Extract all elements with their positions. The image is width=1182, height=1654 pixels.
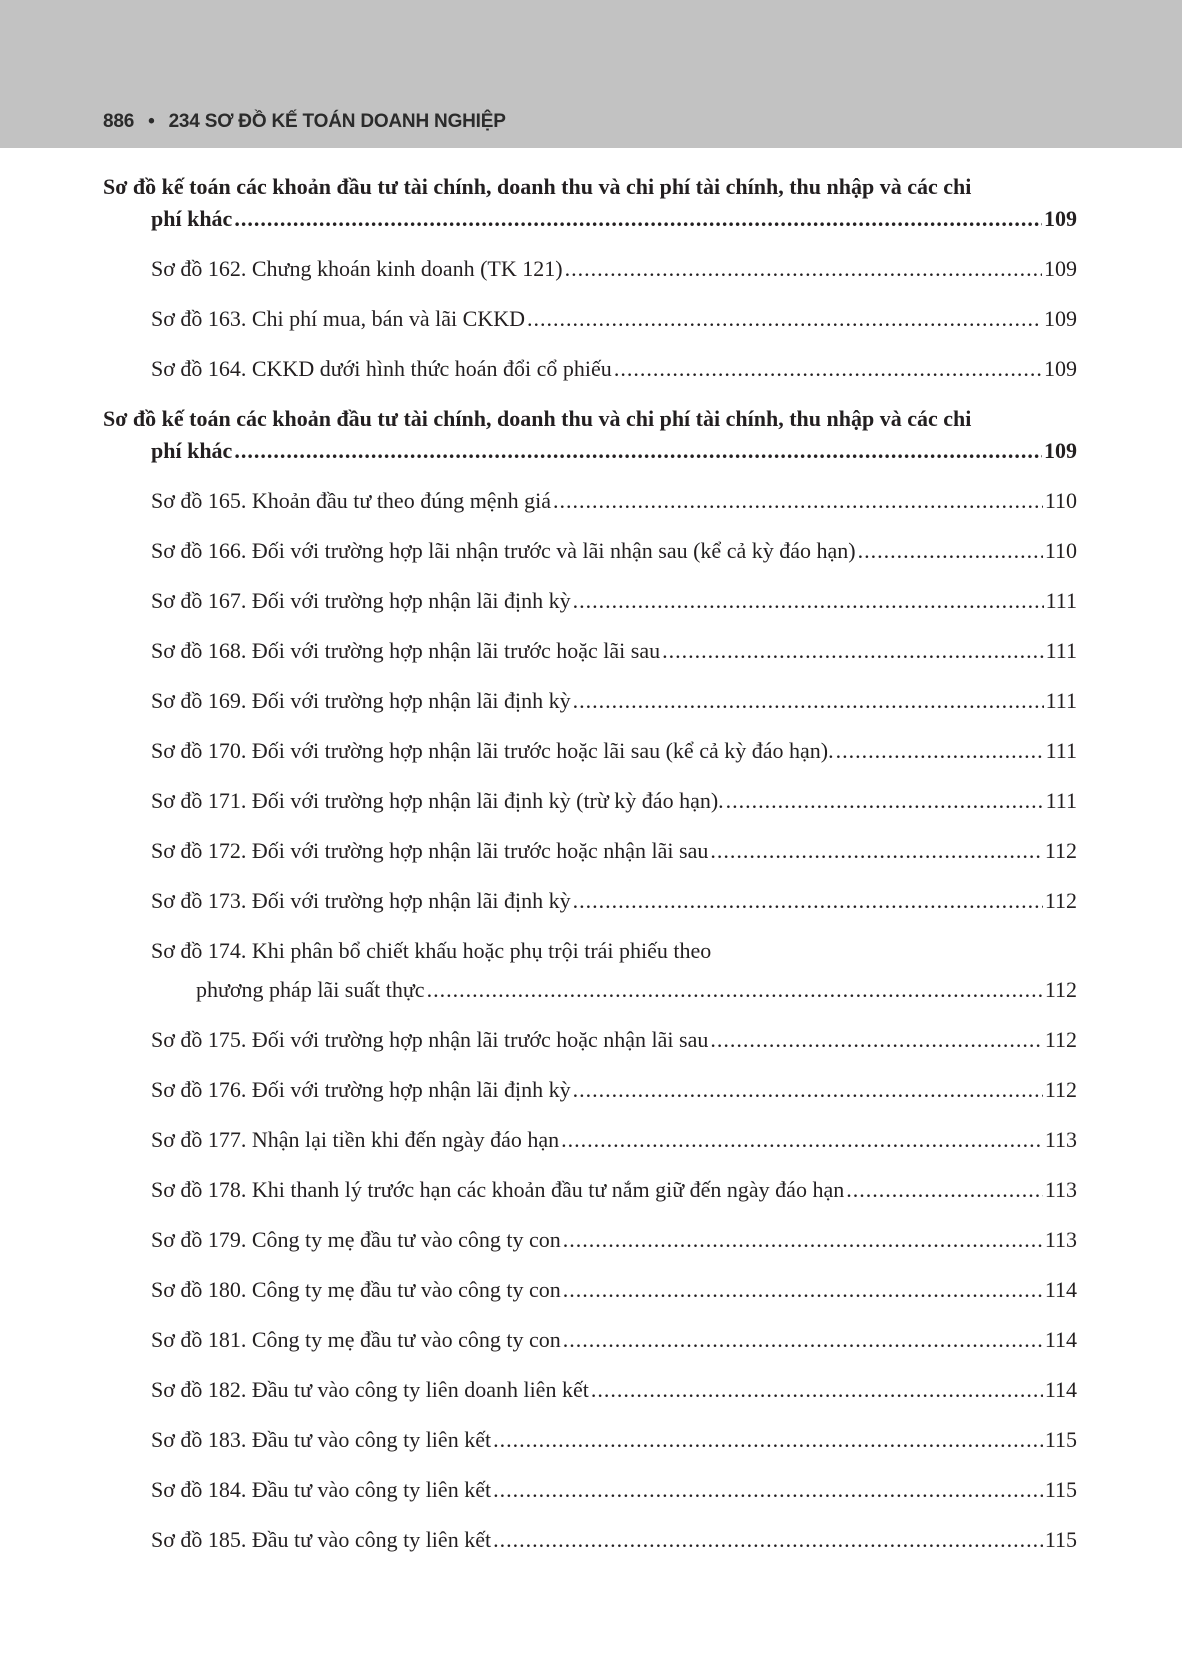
toc-row[interactable] (151, 303, 1077, 335)
toc-item[interactable] (103, 353, 1077, 385)
toc-row[interactable] (151, 635, 1077, 667)
toc-entry-title: Sơ đồ 176. Đối với trường hợp nhận lãi định kỳ (151, 1077, 571, 1102)
toc-section-heading[interactable] (103, 403, 1077, 467)
toc-item[interactable] (103, 1124, 1077, 1156)
dot-leader (493, 1424, 1043, 1456)
dot-leader (710, 1024, 1042, 1056)
toc-page-number: 113 (1044, 1227, 1077, 1252)
dot-leader (234, 203, 1042, 235)
dot-leader (573, 685, 1044, 717)
dot-leader (846, 1174, 1043, 1206)
toc-item[interactable] (103, 685, 1077, 717)
toc-entry-title: Sơ đồ 166. Đối với trường hợp lãi nhận trước và lãi nhận sau (kể cả kỳ đáo hạn) (151, 538, 856, 563)
toc-page-number: 113 (1044, 1177, 1077, 1202)
toc-entry-title: Sơ đồ 182. Đầu tư vào công ty liên doanh liên kết (151, 1377, 589, 1402)
toc-item[interactable] (103, 535, 1077, 567)
toc-page-number: 110 (1044, 538, 1077, 563)
dot-leader (493, 1524, 1043, 1556)
dot-leader (493, 1474, 1043, 1506)
dot-leader (563, 1324, 1043, 1356)
dot-leader (591, 1374, 1043, 1406)
dot-leader (726, 785, 1044, 817)
toc-row[interactable] (151, 485, 1077, 517)
toc-row[interactable] (103, 203, 1077, 235)
toc-page-number: 115 (1044, 1477, 1077, 1502)
toc-entry-title: Sơ đồ 167. Đối với trường hợp nhận lãi định kỳ (151, 588, 571, 613)
toc-item[interactable] (103, 485, 1077, 517)
dot-leader (858, 535, 1043, 567)
dot-leader (573, 1074, 1043, 1106)
toc-entry-title: phí khác (151, 438, 233, 463)
toc-item[interactable] (103, 885, 1077, 917)
dot-leader (836, 735, 1044, 767)
toc-entry-title: Sơ đồ 173. Đối với trường hợp nhận lãi định kỳ (151, 888, 571, 913)
toc-page-number: 111 (1045, 688, 1077, 713)
dot-leader (662, 635, 1044, 667)
toc-entry-title: Sơ đồ 172. Đối với trường hợp nhận lãi trước hoặc nhận lãi sau (151, 838, 709, 863)
toc-row[interactable] (151, 735, 1077, 767)
toc-entry-title: Sơ đồ 185. Đầu tư vào công ty liên kết (151, 1527, 492, 1552)
page-header (0, 0, 1182, 148)
toc-item[interactable] (103, 635, 1077, 667)
book-title: 234 SƠ ĐỒ KẾ TOÁN DOANH NGHIỆP (168, 111, 506, 132)
toc-page-number: 112 (1044, 977, 1077, 1002)
dot-leader (563, 1274, 1043, 1306)
toc-entry-title: Sơ đồ 162. Chưng khoán kinh doanh (TK 121) (151, 256, 563, 281)
toc-row[interactable] (151, 585, 1077, 617)
toc-item[interactable] (103, 1474, 1077, 1506)
toc-item[interactable] (103, 1424, 1077, 1456)
toc-entry-title: Sơ đồ 181. Công ty mẹ đầu tư vào công ty con (151, 1327, 561, 1352)
toc-entry-title: Sơ đồ 183. Đầu tư vào công ty liên kết (151, 1427, 492, 1452)
toc-row[interactable] (151, 1124, 1077, 1156)
toc-page-number: 111 (1045, 788, 1077, 813)
toc-item[interactable] (103, 785, 1077, 817)
toc-row[interactable] (151, 1374, 1077, 1406)
toc-page-number: 112 (1044, 1027, 1077, 1052)
toc-page-number: 115 (1044, 1527, 1077, 1552)
dot-leader (573, 885, 1043, 917)
toc-item[interactable] (103, 585, 1077, 617)
dot-leader (234, 435, 1042, 467)
running-header (103, 111, 506, 133)
toc-row[interactable] (103, 435, 1077, 467)
toc-page-number: 114 (1044, 1277, 1077, 1302)
toc-page-number: 111 (1045, 588, 1077, 613)
page-number: 886 (103, 111, 135, 132)
toc-row[interactable] (151, 535, 1077, 567)
toc-item[interactable] (103, 1174, 1077, 1206)
dot-leader (573, 585, 1044, 617)
toc-page-number: 111 (1045, 738, 1077, 763)
toc-item[interactable] (103, 1274, 1077, 1306)
toc-entry-title: Sơ đồ 163. Chi phí mua, bán và lãi CKKD (151, 306, 525, 331)
toc-page-number: 112 (1044, 838, 1077, 863)
toc-row[interactable] (151, 974, 1077, 1006)
header-separator: • (148, 111, 155, 132)
heading-line: Sơ đồ kế toán các khoản đầu tư tài chính, doanh thu và chi phí tài chính, thu nhập và các chi (103, 406, 972, 431)
toc-page-number: 115 (1044, 1427, 1077, 1452)
dot-leader (553, 485, 1043, 517)
table-of-contents (103, 171, 1077, 1574)
toc-row[interactable] (151, 1224, 1077, 1256)
toc-row[interactable] (151, 1274, 1077, 1306)
toc-row[interactable] (151, 353, 1077, 385)
toc-row[interactable] (151, 785, 1077, 817)
toc-item[interactable] (103, 935, 1077, 1006)
toc-page-number: 109 (1044, 256, 1077, 281)
toc-item[interactable] (103, 303, 1077, 335)
toc-row[interactable] (151, 1074, 1077, 1106)
toc-item[interactable] (103, 1324, 1077, 1356)
toc-entry-title: phí khác (151, 206, 233, 231)
toc-entry-title: Sơ đồ 171. Đối với trường hợp nhận lãi định kỳ (trừ kỳ đáo hạn). (151, 788, 724, 813)
toc-row[interactable] (151, 835, 1077, 867)
toc-page-number: 114 (1044, 1327, 1077, 1352)
dot-leader (565, 253, 1042, 285)
toc-item[interactable] (103, 1374, 1077, 1406)
toc-entry-title: Sơ đồ 168. Đối với trường hợp nhận lãi trước hoặc lãi sau (151, 638, 661, 663)
toc-row[interactable] (151, 1024, 1077, 1056)
dot-leader (527, 303, 1042, 335)
toc-row[interactable] (151, 685, 1077, 717)
toc-entry-title: Sơ đồ 179. Công ty mẹ đầu tư vào công ty con (151, 1227, 561, 1252)
toc-item[interactable] (103, 1224, 1077, 1256)
toc-entry-title: Sơ đồ 170. Đối với trường hợp nhận lãi trước hoặc lãi sau (kể cả kỳ đáo hạn). (151, 738, 834, 763)
toc-entry-title: Sơ đồ 169. Đối với trường hợp nhận lãi định kỳ (151, 688, 571, 713)
toc-row[interactable] (151, 253, 1077, 285)
toc-item[interactable] (103, 1524, 1077, 1556)
toc-page-number: 109 (1044, 356, 1077, 381)
toc-row[interactable] (151, 885, 1077, 917)
toc-page-number: 109 (1044, 438, 1077, 463)
toc-entry-title: Sơ đồ 177. Nhận lại tiền khi đến ngày đáo hạn (151, 1127, 560, 1152)
toc-entry-title: Sơ đồ 180. Công ty mẹ đầu tư vào công ty con (151, 1277, 561, 1302)
toc-item[interactable] (103, 1074, 1077, 1106)
dot-leader (710, 835, 1042, 867)
toc-row[interactable] (151, 1474, 1077, 1506)
toc-page-number: 112 (1044, 1077, 1077, 1102)
dot-leader (427, 974, 1043, 1006)
toc-row[interactable] (151, 1424, 1077, 1456)
toc-entry-title: Sơ đồ 184. Đầu tư vào công ty liên kết (151, 1477, 492, 1502)
toc-page-number: 113 (1044, 1127, 1077, 1152)
toc-page-number: 110 (1044, 488, 1077, 513)
toc-row[interactable] (151, 1524, 1077, 1556)
toc-entry-title: Sơ đồ 165. Khoản đầu tư theo đúng mệnh giá (151, 488, 551, 513)
toc-entry-title: Sơ đồ 175. Đối với trường hợp nhận lãi trước hoặc nhận lãi sau (151, 1027, 709, 1052)
toc-row[interactable] (151, 1174, 1077, 1206)
toc-page-number: 112 (1044, 888, 1077, 913)
dot-leader (563, 1224, 1043, 1256)
heading-line: Sơ đồ kế toán các khoản đầu tư tài chính, doanh thu và chi phí tài chính, thu nhập và các chi (103, 174, 972, 199)
toc-item[interactable] (103, 835, 1077, 867)
dot-leader (561, 1124, 1043, 1156)
toc-section-heading[interactable] (103, 171, 1077, 235)
toc-page-number: 109 (1044, 206, 1077, 231)
toc-page-number: 111 (1045, 638, 1077, 663)
toc-entry-title: phương pháp lãi suất thực (196, 977, 425, 1002)
toc-item[interactable] (103, 1024, 1077, 1056)
toc-page-number: 114 (1044, 1377, 1077, 1402)
toc-entry-title: Sơ đồ 164. CKKD dưới hình thức hoán đổi cổ phiếu (151, 356, 612, 381)
toc-item-line: Sơ đồ 174. Khi phân bổ chiết khấu hoặc phụ trội trái phiếu theo (151, 938, 712, 963)
toc-entry-title: Sơ đồ 178. Khi thanh lý trước hạn các khoản đầu tư nắm giữ đến ngày đáo hạn (151, 1177, 845, 1202)
toc-item[interactable] (103, 253, 1077, 285)
toc-item[interactable] (103, 735, 1077, 767)
dot-leader (614, 353, 1042, 385)
toc-page-number: 109 (1044, 306, 1077, 331)
toc-row[interactable] (151, 1324, 1077, 1356)
